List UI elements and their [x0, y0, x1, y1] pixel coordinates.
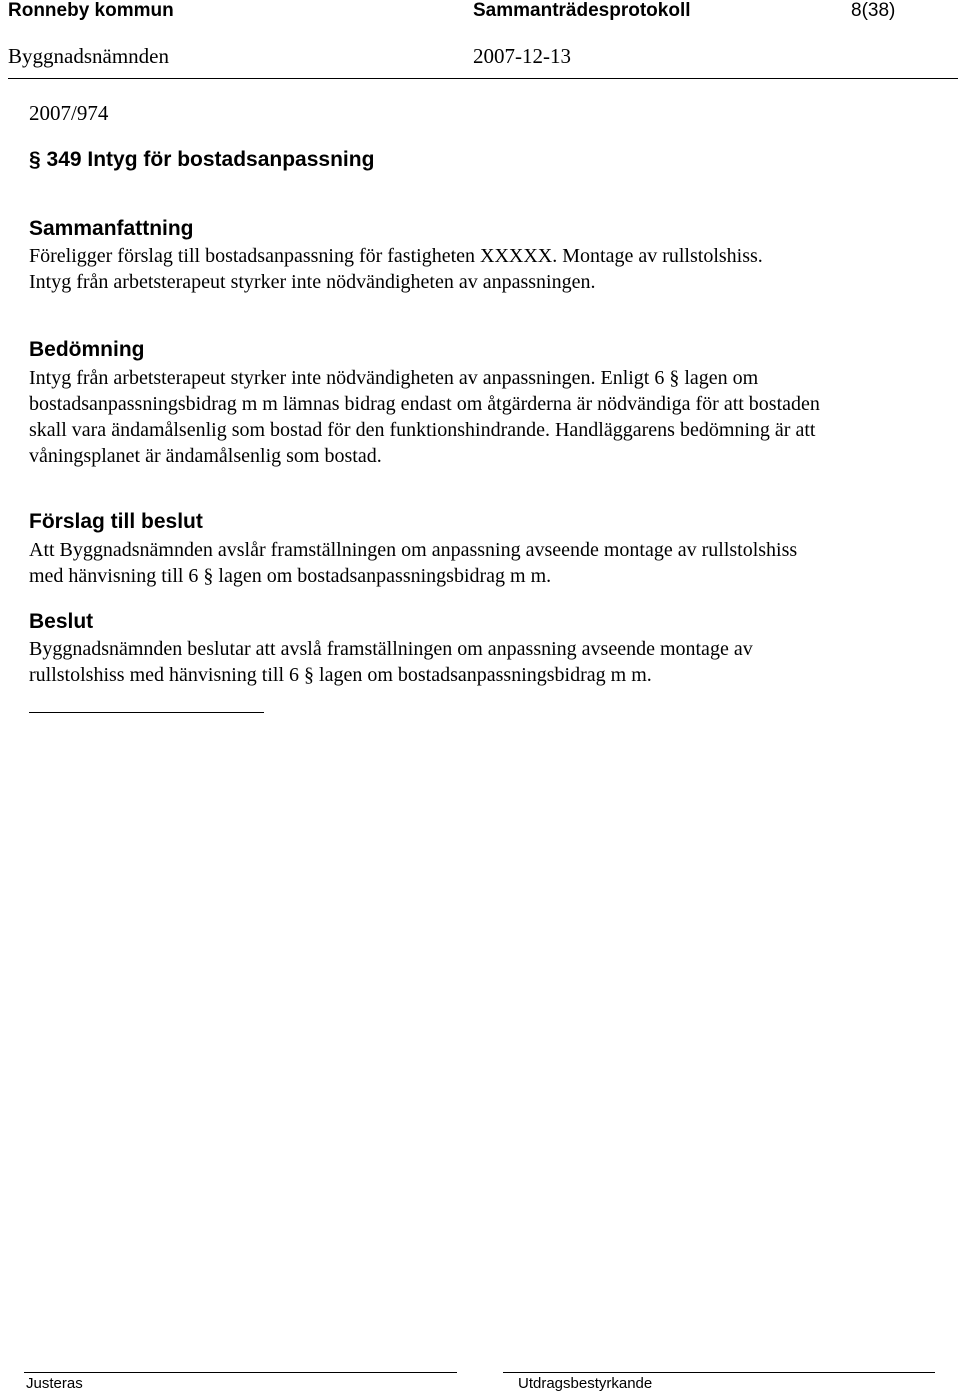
forslag-text — [29, 537, 797, 589]
organization-name: Ronneby kommun — [8, 0, 174, 21]
utdragsbestyrkande-label: Utdragsbestyrkande — [518, 1375, 653, 1392]
case-number: 2007/974 — [29, 101, 109, 125]
document-type: Sammanträdesprotokoll — [473, 0, 691, 21]
paragraph-line: Byggnadsnämnden beslutar att avslå framställningen om anpassning avseende montage av — [29, 638, 753, 660]
end-of-section-rule — [29, 712, 264, 713]
paragraph-line: rullstolshiss med hänvisning till 6 § lagen om bostadsanpassningsbidrag m m. — [29, 664, 652, 686]
paragraph-line: Föreligger förslag till bostadsanpassning för fastigheten XXXXX. Montage av rullstolshiss. — [29, 245, 763, 267]
paragraph-line: Intyg från arbetsterapeut styrker inte nödvändigheten av anpassningen. — [29, 271, 596, 293]
paragraph-line: Intyg från arbetsterapeut styrker inte nödvändigheten av anpassningen. Enligt 6 § lagen om — [29, 367, 759, 389]
bedomning-text — [29, 365, 820, 469]
page-number: 8(38) — [851, 0, 896, 21]
justeras-label: Justeras — [26, 1375, 83, 1392]
sammanfattning-text — [29, 243, 763, 295]
paragraph-line: skall vara ändamålsenlig som bostad för den funktionshindrande. Handläggarens bedömning är att — [29, 419, 816, 441]
beslut-text — [29, 636, 753, 688]
board-name: Byggnadsnämnden — [8, 44, 169, 68]
paragraph-line: med hänvisning till 6 § lagen om bostadsanpassningsbidrag m m. — [29, 565, 552, 587]
heading-beslut: Beslut — [29, 610, 94, 633]
heading-bedomning: Bedömning — [29, 338, 145, 361]
header-divider — [8, 78, 958, 79]
heading-forslag-till-beslut: Förslag till beslut — [29, 510, 203, 533]
meeting-date: 2007-12-13 — [473, 44, 571, 68]
paragraph-line: våningsplanet är ändamålsenlig som bostad. — [29, 445, 382, 467]
paragraph-line: bostadsanpassningsbidrag m m lämnas bidrag endast om åtgärderna är nödvändiga för att bostaden — [29, 393, 820, 415]
paragraph-line: Att Byggnadsnämnden avslår framställningen om anpassning avseende montage av rullstolshiss — [29, 539, 798, 561]
section-title: § 349 Intyg för bostadsanpassning — [29, 148, 375, 171]
justeras-signature-line — [24, 1372, 457, 1373]
utdragsbestyrkande-signature-line — [503, 1372, 935, 1373]
heading-sammanfattning: Sammanfattning — [29, 217, 194, 240]
